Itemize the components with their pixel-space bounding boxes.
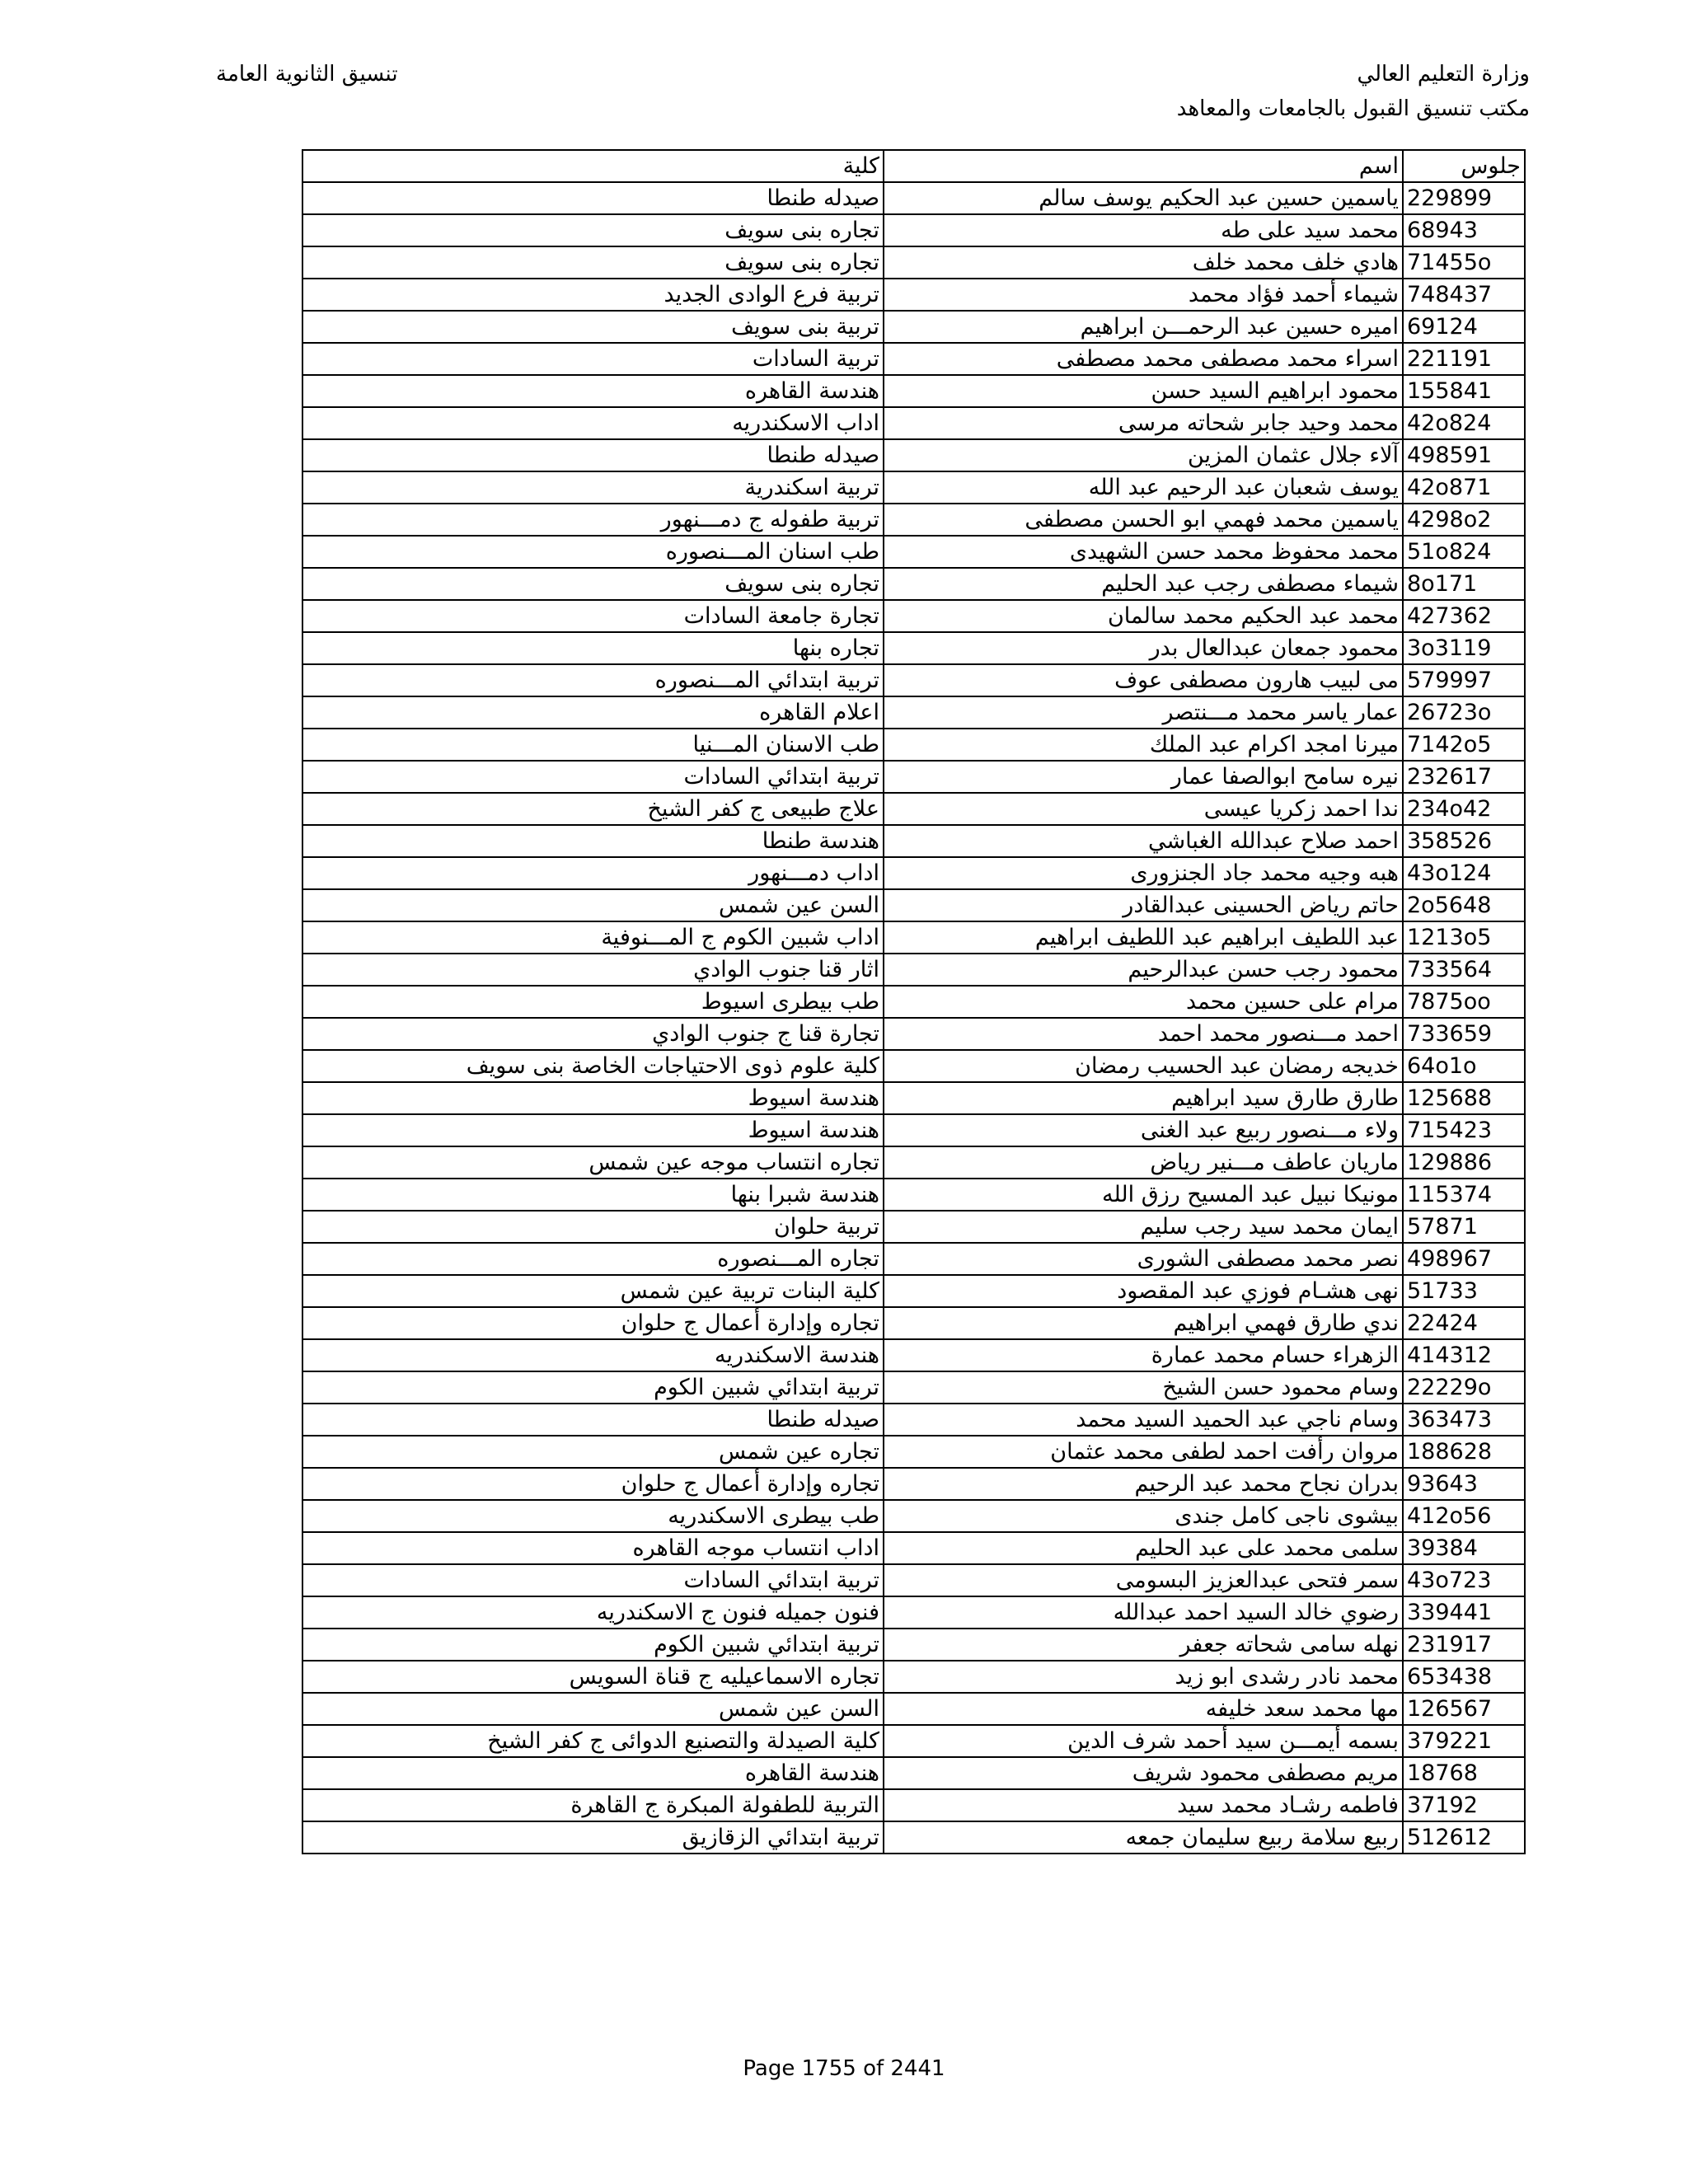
seat-number-cell: 512612 xyxy=(1403,1821,1525,1854)
table-row xyxy=(302,1211,1525,1243)
college-cell: طب بيطرى اسيوط xyxy=(302,986,884,1018)
college-cell: تجاره انتساب موجه عين شمس xyxy=(302,1146,884,1179)
college-cell: فنون جميله فنون ج الاسكندريه xyxy=(302,1596,884,1629)
name-cell: وسام محمود حسن الشيخ xyxy=(884,1371,1403,1404)
table-row xyxy=(302,1307,1525,1339)
seat-number-cell: 69124 xyxy=(1403,311,1525,343)
college-cell: كلية الصيدلة والتصنيع الدوائى ج كفر الشيخ xyxy=(302,1725,884,1757)
seat-number-cell: 42o871 xyxy=(1403,471,1525,504)
name-cell: ياسمين حسين عبد الحكيم يوسف سالم xyxy=(884,182,1403,214)
seat-number-cell: 115374 xyxy=(1403,1179,1525,1211)
seat-number-cell: 715423 xyxy=(1403,1114,1525,1146)
college-cell: السن عين شمس xyxy=(302,1693,884,1725)
seat-number-cell: 51733 xyxy=(1403,1275,1525,1307)
table-row xyxy=(302,632,1525,664)
page-number: Page 1755 of 2441 xyxy=(743,2056,945,2081)
college-cell: تجاره المـــنصوره xyxy=(302,1243,884,1275)
college-cell: اعلام القاهره xyxy=(302,696,884,729)
seat-number-cell: 234o42 xyxy=(1403,793,1525,825)
seat-number-cell: 155841 xyxy=(1403,375,1525,407)
ministry-title: وزارة التعليم العالي xyxy=(1357,62,1530,87)
name-cell: محمود ابراهيم السيد حسن xyxy=(884,375,1403,407)
table-row xyxy=(302,1789,1525,1821)
column-header-college: كلية xyxy=(302,150,884,182)
table-row xyxy=(302,1629,1525,1661)
name-cell: محمود جمعان عبدالعال بدر xyxy=(884,632,1403,664)
name-cell: رضوي خالد السيد احمد عبدالله xyxy=(884,1596,1403,1629)
seat-number-cell: 733659 xyxy=(1403,1018,1525,1050)
table-row xyxy=(302,343,1525,375)
name-cell: اميره حسين عبد الرحمـــن ابراهيم xyxy=(884,311,1403,343)
table-row xyxy=(302,214,1525,246)
name-cell: يوسف شعبان عبد الرحيم عبد الله xyxy=(884,471,1403,504)
seat-number-cell: 733564 xyxy=(1403,954,1525,986)
table-body xyxy=(302,182,1525,1854)
office-title: مكتب تنسيق القبول بالجامعات والمعاهد xyxy=(1176,96,1530,121)
seat-number-cell: 18768 xyxy=(1403,1757,1525,1789)
seat-number-cell: 1213o5 xyxy=(1403,921,1525,954)
seat-number-cell: 748437 xyxy=(1403,279,1525,311)
name-cell: ندي طارق فهمي ابراهيم xyxy=(884,1307,1403,1339)
college-cell: تجاره بنى سويف xyxy=(302,214,884,246)
table-row xyxy=(302,986,1525,1018)
seat-number-cell: 51o824 xyxy=(1403,536,1525,568)
college-cell: تربية ابتدائي المـــنصوره xyxy=(302,664,884,696)
seat-number-cell: 2o5648 xyxy=(1403,889,1525,921)
college-cell: تجاره بنى سويف xyxy=(302,246,884,279)
table-row xyxy=(302,825,1525,857)
college-cell: تربية ابتدائي السادات xyxy=(302,761,884,793)
college-cell: اداب انتساب موجه القاهره xyxy=(302,1532,884,1564)
table-row xyxy=(302,1532,1525,1564)
name-cell: ربيع سلامة ربيع سليمان جمعه xyxy=(884,1821,1403,1854)
table-row xyxy=(302,1821,1525,1854)
seat-number-cell: 7142o5 xyxy=(1403,729,1525,761)
table-header-row xyxy=(302,150,1525,182)
college-cell: تجاره وإدارة أعمال ج حلوان xyxy=(302,1468,884,1500)
name-cell: ولاء مـــنصور ربيع عبد الغنى xyxy=(884,1114,1403,1146)
college-cell: تربية ابتدائي الزقازيق xyxy=(302,1821,884,1854)
name-cell: فاطمه رشـاد محمد سيد xyxy=(884,1789,1403,1821)
college-cell: هندسة القاهره xyxy=(302,375,884,407)
seat-number-cell: 93643 xyxy=(1403,1468,1525,1500)
table-row xyxy=(302,246,1525,279)
seat-number-cell: 339441 xyxy=(1403,1596,1525,1629)
seat-number-cell: 498591 xyxy=(1403,439,1525,471)
college-cell: طب الاسنان المـــنيا xyxy=(302,729,884,761)
table-row xyxy=(302,793,1525,825)
name-cell: حاتم رياض الحسينى عبدالقادر xyxy=(884,889,1403,921)
table-row xyxy=(302,1082,1525,1114)
name-cell: محمود رجب حسن عبدالرحيم xyxy=(884,954,1403,986)
seat-number-cell: 8o171 xyxy=(1403,568,1525,600)
college-cell: صيدله طنطا xyxy=(302,1404,884,1436)
college-cell: تجاره بنى سويف xyxy=(302,568,884,600)
college-cell: تجارة قنا ج جنوب الوادي xyxy=(302,1018,884,1050)
name-cell: نهله سامى شحاته جعفر xyxy=(884,1629,1403,1661)
name-cell: ماريان عاطف مـــنير رياض xyxy=(884,1146,1403,1179)
name-cell: شيماء أحمد فؤاد محمد xyxy=(884,279,1403,311)
name-cell: آلاء جلال عثمان المزين xyxy=(884,439,1403,471)
college-cell: تربية بنى سويف xyxy=(302,311,884,343)
table-row xyxy=(302,471,1525,504)
college-cell: طب بيطرى الاسكندريه xyxy=(302,1500,884,1532)
table-row xyxy=(302,1757,1525,1789)
college-cell: هندسة شبرا بنها xyxy=(302,1179,884,1211)
college-cell: هندسة القاهره xyxy=(302,1757,884,1789)
name-cell: بسمه أيمـــن سيد أحمد شرف الدين xyxy=(884,1725,1403,1757)
seat-number-cell: 231917 xyxy=(1403,1629,1525,1661)
seat-number-cell: 229899 xyxy=(1403,182,1525,214)
seat-number-cell: 3o3119 xyxy=(1403,632,1525,664)
name-cell: الزهراء حسام محمد عمارة xyxy=(884,1339,1403,1371)
college-cell: صيدله طنطا xyxy=(302,182,884,214)
table-row xyxy=(302,1114,1525,1146)
name-cell: ياسمين محمد فهمي ابو الحسن مصطفى xyxy=(884,504,1403,536)
table-row xyxy=(302,1018,1525,1050)
seat-number-cell: 126567 xyxy=(1403,1693,1525,1725)
name-cell: اسراء محمد مصطفى محمد مصطفى xyxy=(884,343,1403,375)
seat-number-cell: 363473 xyxy=(1403,1404,1525,1436)
table-row xyxy=(302,921,1525,954)
name-cell: عبد اللطيف ابراهيم عبد اللطيف ابراهيم xyxy=(884,921,1403,954)
name-cell: بدران نجاح محمد عبد الرحيم xyxy=(884,1468,1403,1500)
name-cell: نيره سامح ابوالصفا عمار xyxy=(884,761,1403,793)
table-row xyxy=(302,664,1525,696)
seat-number-cell: 221191 xyxy=(1403,343,1525,375)
table-row xyxy=(302,1500,1525,1532)
college-cell: تجارة جامعة السادات xyxy=(302,600,884,632)
seat-number-cell: 68943 xyxy=(1403,214,1525,246)
college-cell: تجاره بنها xyxy=(302,632,884,664)
seat-number-cell: 22424 xyxy=(1403,1307,1525,1339)
table-row xyxy=(302,889,1525,921)
table-row xyxy=(302,729,1525,761)
table-row xyxy=(302,1371,1525,1404)
seat-number-cell: 37192 xyxy=(1403,1789,1525,1821)
name-cell: محمد عبد الحكيم محمد سالمان xyxy=(884,600,1403,632)
college-cell: هندسة اسيوط xyxy=(302,1082,884,1114)
name-cell: محمد وحيد جابر شحاته مرسى xyxy=(884,407,1403,439)
seat-number-cell: 125688 xyxy=(1403,1082,1525,1114)
admissions-table xyxy=(302,149,1526,1854)
college-cell: تربية اسكندرية xyxy=(302,471,884,504)
name-cell: وسام ناجي عبد الحميد السيد محمد xyxy=(884,1404,1403,1436)
seat-number-cell: 42o824 xyxy=(1403,407,1525,439)
seat-number-cell: 653438 xyxy=(1403,1661,1525,1693)
name-cell: مها محمد سعد خليفه xyxy=(884,1693,1403,1725)
college-cell: تربية طفوله ج دمـــنهور xyxy=(302,504,884,536)
table-row xyxy=(302,857,1525,889)
name-cell: هادي خلف محمد خلف xyxy=(884,246,1403,279)
name-cell: شيماء مصطفى رجب عبد الحليم xyxy=(884,568,1403,600)
table-row xyxy=(302,954,1525,986)
table-row xyxy=(302,311,1525,343)
name-cell: نهى هشـام فوزي عبد المقصود xyxy=(884,1275,1403,1307)
table-row xyxy=(302,1725,1525,1757)
college-cell: تجاره وإدارة أعمال ج حلوان xyxy=(302,1307,884,1339)
name-cell: هبه وجيه محمد جاد الجنزورى xyxy=(884,857,1403,889)
college-cell: طب اسنان المـــنصوره xyxy=(302,536,884,568)
college-cell: تربية ابتدائي شبين الكوم xyxy=(302,1371,884,1404)
table-row xyxy=(302,1243,1525,1275)
seat-number-cell: 129886 xyxy=(1403,1146,1525,1179)
college-cell: السن عين شمس xyxy=(302,889,884,921)
name-cell: سمر فتحى عبدالعزيز البسومى xyxy=(884,1564,1403,1596)
college-cell: اداب شبين الكوم ج المـــنوفية xyxy=(302,921,884,954)
table-row xyxy=(302,1179,1525,1211)
seat-number-cell: 64o1o xyxy=(1403,1050,1525,1082)
table-row xyxy=(302,1404,1525,1436)
table-row xyxy=(302,1436,1525,1468)
table-row xyxy=(302,568,1525,600)
seat-number-cell: 4298o2 xyxy=(1403,504,1525,536)
college-cell: تربية حلوان xyxy=(302,1211,884,1243)
table-row xyxy=(302,1661,1525,1693)
table-row xyxy=(302,1050,1525,1082)
seat-number-cell: 379221 xyxy=(1403,1725,1525,1757)
college-cell: اثار قنا جنوب الوادي xyxy=(302,954,884,986)
name-cell: خديجه رمضان عبد الحسيب رمضان xyxy=(884,1050,1403,1082)
college-cell: اداب الاسكندريه xyxy=(302,407,884,439)
seat-number-cell: 358526 xyxy=(1403,825,1525,857)
seat-number-cell: 43o723 xyxy=(1403,1564,1525,1596)
name-cell: محمد نادر رشدى ابو زيد xyxy=(884,1661,1403,1693)
table-row xyxy=(302,504,1525,536)
name-cell: طارق طارق سيد ابراهيم xyxy=(884,1082,1403,1114)
college-cell: تربية السادات xyxy=(302,343,884,375)
table-row xyxy=(302,696,1525,729)
name-cell: ميرنا امجد اكرام عبد الملك xyxy=(884,729,1403,761)
college-cell: هندسة اسيوط xyxy=(302,1114,884,1146)
seat-number-cell: 414312 xyxy=(1403,1339,1525,1371)
table-row xyxy=(302,1596,1525,1629)
name-cell: احمد صلاح عبدالله الغباشي xyxy=(884,825,1403,857)
table-row xyxy=(302,1468,1525,1500)
table-row xyxy=(302,761,1525,793)
name-cell: مى لبيب هارون مصطفى عوف xyxy=(884,664,1403,696)
seat-number-cell: 412o56 xyxy=(1403,1500,1525,1532)
seat-number-cell: 232617 xyxy=(1403,761,1525,793)
coordination-title: تنسيق الثانوية العامة xyxy=(216,62,398,87)
table-row xyxy=(302,600,1525,632)
seat-number-cell: 498967 xyxy=(1403,1243,1525,1275)
seat-number-cell: 57871 xyxy=(1403,1211,1525,1243)
column-header-name: اسم xyxy=(884,150,1403,182)
column-header-seat: جلوس xyxy=(1403,150,1525,182)
seat-number-cell: 22229o xyxy=(1403,1371,1525,1404)
college-cell: كلية علوم ذوى الاحتياجات الخاصة بنى سويف xyxy=(302,1050,884,1082)
seat-number-cell: 39384 xyxy=(1403,1532,1525,1564)
table-row xyxy=(302,279,1525,311)
table-row xyxy=(302,375,1525,407)
name-cell: نصر محمد مصطفى الشورى xyxy=(884,1243,1403,1275)
name-cell: ايمان محمد سيد رجب سليم xyxy=(884,1211,1403,1243)
college-cell: هندسة طنطا xyxy=(302,825,884,857)
seat-number-cell: 71455o xyxy=(1403,246,1525,279)
seat-number-cell: 427362 xyxy=(1403,600,1525,632)
table-row xyxy=(302,1275,1525,1307)
college-cell: هندسة الاسكندريه xyxy=(302,1339,884,1371)
name-cell: محمد محفوظ محمد حسن الشهيدى xyxy=(884,536,1403,568)
college-cell: كلية البنات تربية عين شمس xyxy=(302,1275,884,1307)
table-row xyxy=(302,1564,1525,1596)
table-row xyxy=(302,407,1525,439)
name-cell: محمد سيد على طه xyxy=(884,214,1403,246)
college-cell: تربية فرع الوادى الجديد xyxy=(302,279,884,311)
table-row xyxy=(302,1339,1525,1371)
seat-number-cell: 43o124 xyxy=(1403,857,1525,889)
table-row xyxy=(302,536,1525,568)
college-cell: تجاره الاسماعيليه ج قناة السويس xyxy=(302,1661,884,1693)
college-cell: تربية ابتدائي السادات xyxy=(302,1564,884,1596)
seat-number-cell: 579997 xyxy=(1403,664,1525,696)
name-cell: مرام على حسين محمد xyxy=(884,986,1403,1018)
name-cell: مريم مصطفى محمود شريف xyxy=(884,1757,1403,1789)
name-cell: مروان رأفت احمد لطفى محمد عثمان xyxy=(884,1436,1403,1468)
table-row xyxy=(302,182,1525,214)
table-row xyxy=(302,1693,1525,1725)
college-cell: التربية للطفولة المبكرة ج القاهرة xyxy=(302,1789,884,1821)
name-cell: مونيكا نبيل عبد المسيح رزق الله xyxy=(884,1179,1403,1211)
name-cell: عمار ياسر محمد مـــنتصر xyxy=(884,696,1403,729)
name-cell: بيشوى ناجى كامل جندى xyxy=(884,1500,1403,1532)
college-cell: صيدله طنطا xyxy=(302,439,884,471)
name-cell: ندا احمد زكريا عيسى xyxy=(884,793,1403,825)
name-cell: احمد مـــنصور محمد احمد xyxy=(884,1018,1403,1050)
name-cell: سلمى محمد على عبد الحليم xyxy=(884,1532,1403,1564)
seat-number-cell: 26723o xyxy=(1403,696,1525,729)
seat-number-cell: 7875oo xyxy=(1403,986,1525,1018)
table-row xyxy=(302,439,1525,471)
college-cell: تربية ابتدائي شبين الكوم xyxy=(302,1629,884,1661)
college-cell: اداب دمـــنهور xyxy=(302,857,884,889)
college-cell: تجاره عين شمس xyxy=(302,1436,884,1468)
table-row xyxy=(302,1146,1525,1179)
college-cell: علاج طبيعى ج كفر الشيخ xyxy=(302,793,884,825)
seat-number-cell: 188628 xyxy=(1403,1436,1525,1468)
